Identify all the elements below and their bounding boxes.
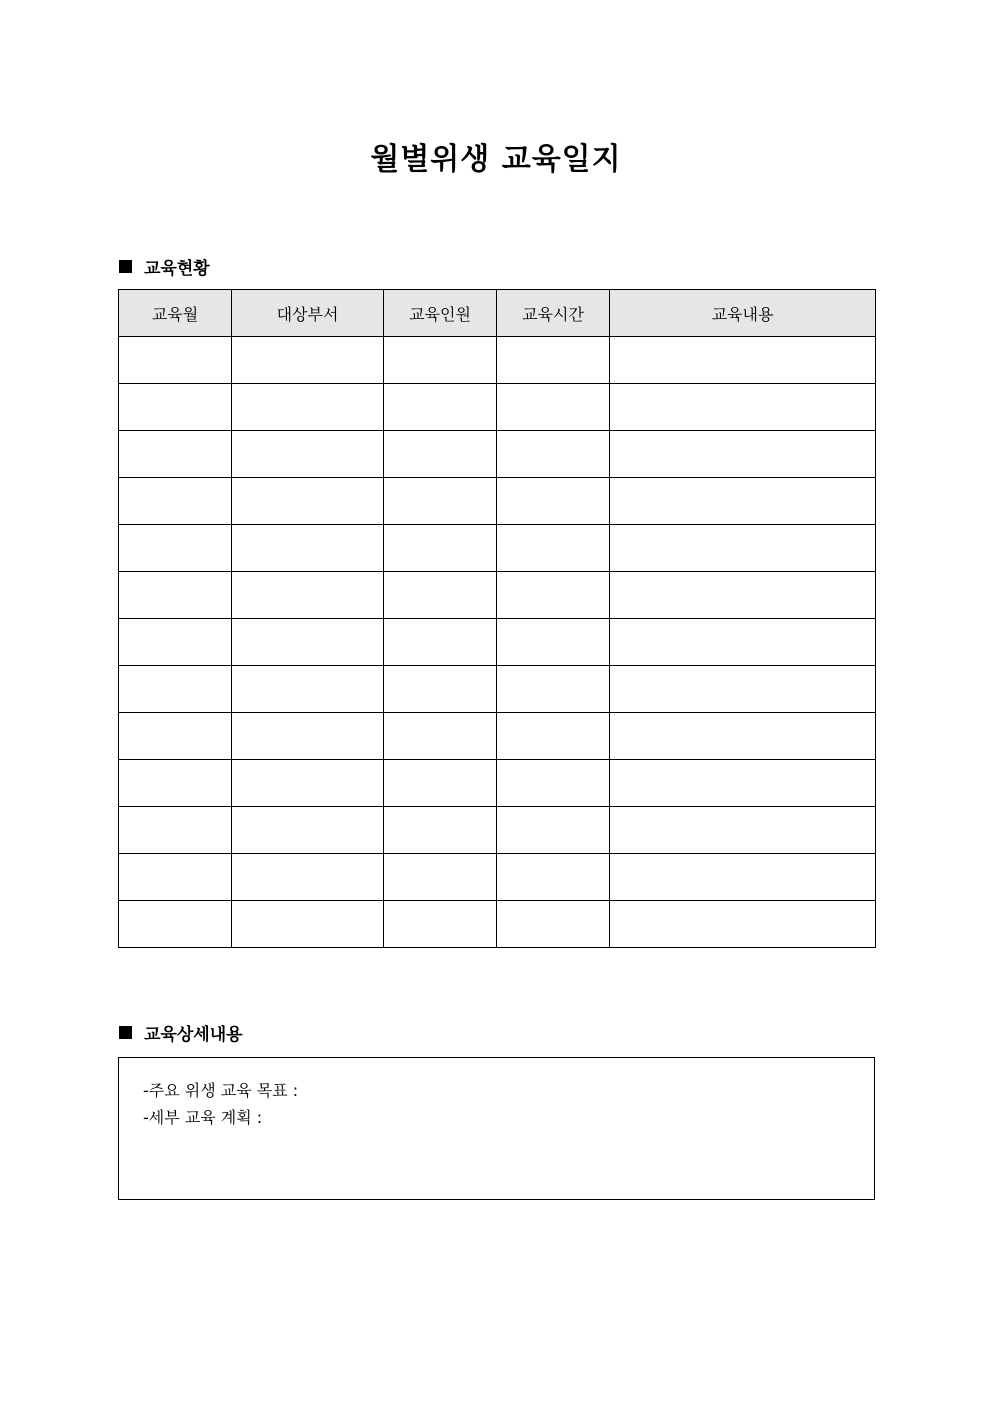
table-row	[119, 760, 876, 807]
detail-goal-line: -주요 위생 교육 목표 :	[143, 1081, 299, 1100]
cell-content[interactable]	[610, 525, 876, 572]
black-square-icon	[119, 1026, 132, 1039]
table-row	[119, 666, 876, 713]
cell-department[interactable]	[232, 713, 384, 760]
table-row	[119, 478, 876, 525]
cell-hours[interactable]	[497, 525, 610, 572]
cell-department[interactable]	[232, 807, 384, 854]
cell-attendees[interactable]	[384, 760, 497, 807]
section-heading-detail	[119, 1020, 243, 1045]
cell-month[interactable]	[119, 619, 232, 666]
cell-content[interactable]	[610, 431, 876, 478]
section-heading-label: 교육현황	[144, 259, 210, 279]
table-row	[119, 337, 876, 384]
cell-department[interactable]	[232, 619, 384, 666]
cell-month[interactable]	[119, 901, 232, 948]
cell-department[interactable]	[232, 478, 384, 525]
cell-department[interactable]	[232, 431, 384, 478]
cell-content[interactable]	[610, 572, 876, 619]
cell-month[interactable]	[119, 478, 232, 525]
cell-department[interactable]	[232, 384, 384, 431]
cell-attendees[interactable]	[384, 384, 497, 431]
table-row	[119, 525, 876, 572]
cell-attendees[interactable]	[384, 478, 497, 525]
table-row	[119, 619, 876, 666]
table-row	[119, 901, 876, 948]
cell-department[interactable]	[232, 666, 384, 713]
cell-attendees[interactable]	[384, 525, 497, 572]
cell-department[interactable]	[232, 337, 384, 384]
cell-month[interactable]	[119, 666, 232, 713]
cell-content[interactable]	[610, 666, 876, 713]
column-header-hours: 교육시간	[497, 290, 610, 337]
cell-hours[interactable]	[497, 854, 610, 901]
cell-attendees[interactable]	[384, 666, 497, 713]
section-heading-status	[119, 254, 210, 279]
cell-attendees[interactable]	[384, 572, 497, 619]
table-row	[119, 713, 876, 760]
cell-month[interactable]	[119, 572, 232, 619]
cell-hours[interactable]	[497, 384, 610, 431]
cell-month[interactable]	[119, 384, 232, 431]
cell-hours[interactable]	[497, 901, 610, 948]
cell-hours[interactable]	[497, 337, 610, 384]
table-header-row	[119, 290, 876, 337]
cell-attendees[interactable]	[384, 807, 497, 854]
cell-hours[interactable]	[497, 478, 610, 525]
cell-content[interactable]	[610, 384, 876, 431]
detail-plan-line: -세부 교육 계획 :	[143, 1108, 263, 1127]
cell-content[interactable]	[610, 619, 876, 666]
cell-attendees[interactable]	[384, 713, 497, 760]
detail-content-box[interactable]	[118, 1057, 875, 1200]
cell-content[interactable]	[610, 854, 876, 901]
cell-content[interactable]	[610, 807, 876, 854]
cell-department[interactable]	[232, 525, 384, 572]
cell-department[interactable]	[232, 572, 384, 619]
column-header-month: 교육월	[119, 290, 232, 337]
cell-content[interactable]	[610, 901, 876, 948]
cell-month[interactable]	[119, 854, 232, 901]
cell-month[interactable]	[119, 807, 232, 854]
cell-hours[interactable]	[497, 431, 610, 478]
cell-attendees[interactable]	[384, 431, 497, 478]
cell-content[interactable]	[610, 337, 876, 384]
cell-hours[interactable]	[497, 713, 610, 760]
cell-hours[interactable]	[497, 666, 610, 713]
section-heading-label: 교육상세내용	[144, 1025, 243, 1045]
table-row	[119, 572, 876, 619]
cell-content[interactable]	[610, 760, 876, 807]
cell-hours[interactable]	[497, 619, 610, 666]
page-title: 월별위생 교육일지	[370, 142, 622, 177]
cell-content[interactable]	[610, 478, 876, 525]
cell-attendees[interactable]	[384, 619, 497, 666]
column-header-department: 대상부서	[232, 290, 384, 337]
cell-month[interactable]	[119, 431, 232, 478]
cell-attendees[interactable]	[384, 901, 497, 948]
column-header-attendees: 교육인원	[384, 290, 497, 337]
cell-attendees[interactable]	[384, 854, 497, 901]
table-row	[119, 807, 876, 854]
cell-department[interactable]	[232, 760, 384, 807]
cell-content[interactable]	[610, 713, 876, 760]
cell-attendees[interactable]	[384, 337, 497, 384]
cell-hours[interactable]	[497, 807, 610, 854]
cell-department[interactable]	[232, 854, 384, 901]
cell-month[interactable]	[119, 525, 232, 572]
table-row	[119, 431, 876, 478]
table-row	[119, 854, 876, 901]
education-status-table	[118, 289, 876, 948]
black-square-icon	[119, 260, 132, 273]
cell-month[interactable]	[119, 760, 232, 807]
cell-department[interactable]	[232, 901, 384, 948]
table-row	[119, 384, 876, 431]
column-header-content: 교육내용	[610, 290, 876, 337]
cell-month[interactable]	[119, 337, 232, 384]
cell-month[interactable]	[119, 713, 232, 760]
cell-hours[interactable]	[497, 572, 610, 619]
cell-hours[interactable]	[497, 760, 610, 807]
